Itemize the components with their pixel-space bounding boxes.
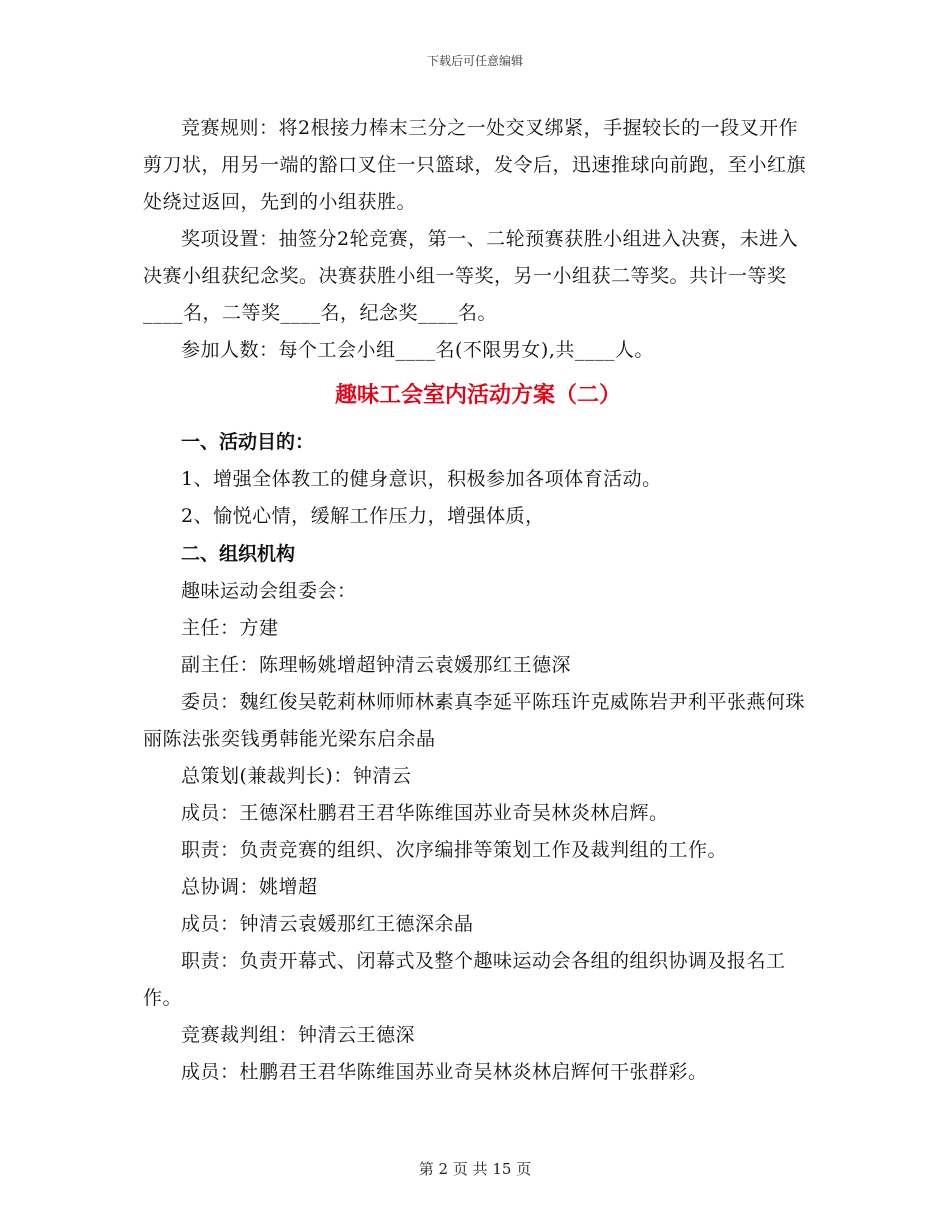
committee-label: 趣味运动会组委会： [181,580,357,602]
document-body [143,110,813,1091]
paragraph-awards: 奖项设置：抽签分2轮竞赛，第一、二轮预赛获胜小组进入决赛，未进入决赛小组获纪念奖。决赛获胜小组一等奖，另一小组获二等奖。共计一等奖____名，二等奖____名，纪念奖____名。 [143,228,799,324]
chief-planner-line: 总策划(兼裁判长)：钟清云 [181,765,412,787]
paragraph-participants: 参加人数：每个工会小组____名(不限男女),共____人。 [181,339,654,361]
purpose-item-2: 2、愉悦心情，缓解工作压力，增强体质， [181,505,545,527]
director-line: 主任：方建 [181,617,279,639]
planner-members-line: 成员：王德深杜鹏君王君华陈维国苏业奇吴林炎林启辉。 [181,802,669,824]
section-title: 趣味工会室内活动方案（二） [334,383,621,408]
coordinator-line: 总协调：姚增超 [181,876,318,898]
coordinator-duties: 职责：负责开幕式、闭幕式及整个趣味运动会各组的组织协调及报名工作。 [143,950,786,1009]
page-header: 下载后可任意编辑 [426,54,523,68]
heading-purpose: 一、活动目的： [181,431,315,453]
planner-duties-line: 职责：负责竞赛的组织、次序编排等策划工作及裁判组的工作。 [181,839,728,861]
page-footer: 第 2 页 共 15 页 [418,1160,532,1178]
committee-members: 委员：魏红俊吴乾莉林师师林素真李延平陈珏许克威陈岩尹利平张燕何珠丽陈法张奕钱勇韩能光梁东启余晶 [143,691,806,750]
deputy-director-line: 副主任：陈理畅姚增超钟清云袁媛那红王德深 [181,654,572,676]
referee-group-line: 竞赛裁判组：钟清云王德深 [181,1024,416,1046]
paragraph-competition-rules: 竞赛规则：将2根接力棒末三分之一处交叉绑紧，手握较长的一段叉开作剪刀状，用另一端的豁口叉住一只篮球，发令后，迅速推球向前跑，至小红旗处绕过返回，先到的小组获胜。 [143,117,807,213]
coordinator-members-line: 成员：钟清云袁媛那红王德深余晶 [181,913,474,935]
heading-organization: 二、组织机构 [181,543,296,565]
purpose-item-1: 1、增强全体教工的健身意识，积极参加各项体育活动。 [181,468,662,490]
referee-members-line: 成员：杜鹏君王君华陈维国苏业奇吴林炎林启辉何干张群彩。 [181,1061,708,1083]
